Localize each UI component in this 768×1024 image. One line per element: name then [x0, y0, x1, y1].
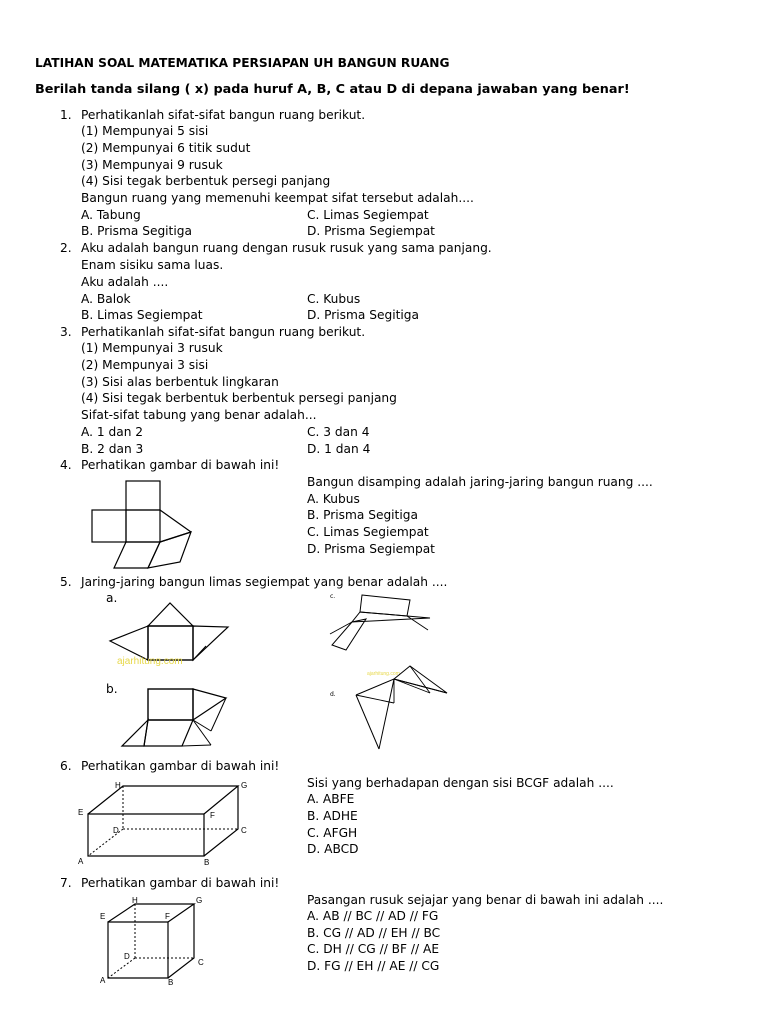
- question-number: 2.: [60, 241, 72, 255]
- question-number: 1.: [60, 108, 72, 122]
- list-item: (1) Mempunyai 3 rusuk: [81, 341, 223, 355]
- vertex-label-b: B: [204, 858, 210, 867]
- vertex-label-d: D: [113, 826, 119, 835]
- vertex-label-h: H: [132, 896, 138, 905]
- option-c[interactable]: C. 3 dan 4: [307, 425, 370, 439]
- question-ask: Aku adalah ....: [81, 275, 169, 289]
- question-ask: Bangun ruang yang memenuhi keempat sifat tersebut adalah....: [81, 191, 474, 205]
- option-a[interactable]: A. AB // BC // AD // FG: [307, 909, 439, 923]
- prism-net-figure: [90, 480, 200, 570]
- vertex-label-c: C: [198, 958, 204, 967]
- watermark: ajarhitung.com: [367, 671, 400, 677]
- option-c[interactable]: C. Limas Segiempat: [307, 208, 429, 222]
- question-stem: Perhatikanlah sifat-sifat bangun ruang berikut.: [81, 325, 366, 339]
- watermark: ajarhitung.com: [117, 656, 183, 667]
- question-number: 5.: [60, 575, 72, 589]
- vertex-label-b: B: [168, 978, 174, 987]
- option-a[interactable]: A. Tabung: [81, 208, 141, 222]
- option-b[interactable]: B. Limas Segiempat: [81, 308, 203, 322]
- question-stem: Perhatikan gambar di bawah ini!: [81, 876, 280, 890]
- question-stem: Perhatikan gambar di bawah ini!: [81, 458, 280, 472]
- option-a-label[interactable]: a.: [106, 591, 118, 605]
- option-d[interactable]: D. Prisma Segiempat: [307, 542, 435, 556]
- vertex-label-g: G: [196, 896, 203, 905]
- list-item: (1) Mempunyai 5 sisi: [81, 124, 209, 138]
- question-stem: Aku adalah bangun ruang dengan rusuk rusuk yang sama panjang.: [81, 241, 492, 255]
- option-c[interactable]: C. DH // CG // BF // AE: [307, 942, 440, 956]
- list-item: (3) Mempunyai 9 rusuk: [81, 158, 223, 172]
- question-number: 4.: [60, 458, 72, 472]
- list-item: (3) Sisi alas berbentuk lingkaran: [81, 375, 279, 389]
- option-b[interactable]: B. Prisma Segitiga: [307, 508, 418, 522]
- vertex-label-a: A: [100, 976, 106, 985]
- option-b[interactable]: B. Prisma Segitiga: [81, 224, 192, 238]
- instruction: Berilah tanda silang ( x) pada huruf A, B, C atau D di depana jawaban yang benar!: [35, 82, 630, 97]
- option-c[interactable]: C. Kubus: [307, 292, 361, 306]
- option-c-label[interactable]: c.: [330, 593, 336, 600]
- option-b-label[interactable]: b.: [106, 682, 118, 696]
- vertex-label-e: E: [78, 808, 84, 817]
- option-b[interactable]: B. 2 dan 3: [81, 442, 144, 456]
- question-stem: Jaring-jaring bangun limas segiempat yang benar adalah ....: [81, 575, 448, 589]
- vertex-label-h: H: [115, 781, 121, 790]
- option-d[interactable]: D. 1 dan 4: [307, 442, 371, 456]
- cuboid-figure: [76, 776, 251, 866]
- question-ask: Pasangan rusuk sejajar yang benar di bawah ini adalah ....: [307, 893, 664, 907]
- question-ask: Bangun disamping adalah jaring-jaring bangun ruang ....: [307, 475, 653, 489]
- option-b[interactable]: B. CG // AD // EH // BC: [307, 926, 441, 940]
- option-c[interactable]: C. Limas Segiempat: [307, 525, 429, 539]
- list-item: (4) Sisi tegak berbentuk persegi panjang: [81, 174, 331, 188]
- vertex-label-f: F: [165, 912, 170, 921]
- list-item: (4) Sisi tegak berbentuk berbentuk persegi panjang: [81, 391, 397, 405]
- option-b[interactable]: B. ADHE: [307, 809, 358, 823]
- question-number: 7.: [60, 876, 72, 890]
- question-stem: Enam sisiku sama luas.: [81, 258, 224, 272]
- question-number: 3.: [60, 325, 72, 339]
- vertex-label-c: C: [241, 826, 247, 835]
- option-d[interactable]: D. Prisma Segiempat: [307, 224, 435, 238]
- option-d[interactable]: D. ABCD: [307, 842, 359, 856]
- option-d-label[interactable]: d.: [330, 691, 336, 698]
- option-a[interactable]: A. Balok: [81, 292, 131, 306]
- question-stem: Perhatikan gambar di bawah ini!: [81, 759, 280, 773]
- question-ask: Sisi yang berhadapan dengan sisi BCGF adalah ....: [307, 776, 614, 790]
- pyramid-net-d-figure: [332, 663, 452, 751]
- vertex-label-g: G: [241, 781, 248, 790]
- pyramid-net-c-figure: [320, 592, 435, 657]
- option-a[interactable]: A. 1 dan 2: [81, 425, 144, 439]
- vertex-label-f: F: [210, 811, 215, 820]
- option-a[interactable]: A. ABFE: [307, 792, 355, 806]
- question-stem: Perhatikanlah sifat-sifat bangun ruang berikut.: [81, 108, 366, 122]
- option-c[interactable]: C. AFGH: [307, 826, 358, 840]
- cube-figure: [100, 898, 210, 986]
- option-a[interactable]: A. Kubus: [307, 492, 360, 506]
- list-item: (2) Mempunyai 3 sisi: [81, 358, 209, 372]
- question-number: 6.: [60, 759, 72, 773]
- list-item: (2) Mempunyai 6 titik sudut: [81, 141, 251, 155]
- page-title: LATIHAN SOAL MATEMATIKA PERSIAPAN UH BANGUN RUANG: [35, 56, 450, 70]
- pyramid-net-a-figure: [108, 600, 233, 662]
- pyramid-net-b-figure: [118, 686, 230, 748]
- question-ask: Sifat-sifat tabung yang benar adalah...: [81, 408, 317, 422]
- vertex-label-d: D: [124, 952, 130, 961]
- vertex-label-e: E: [100, 912, 106, 921]
- option-d[interactable]: D. FG // EH // AE // CG: [307, 959, 440, 973]
- vertex-label-a: A: [78, 857, 84, 866]
- option-d[interactable]: D. Prisma Segitiga: [307, 308, 419, 322]
